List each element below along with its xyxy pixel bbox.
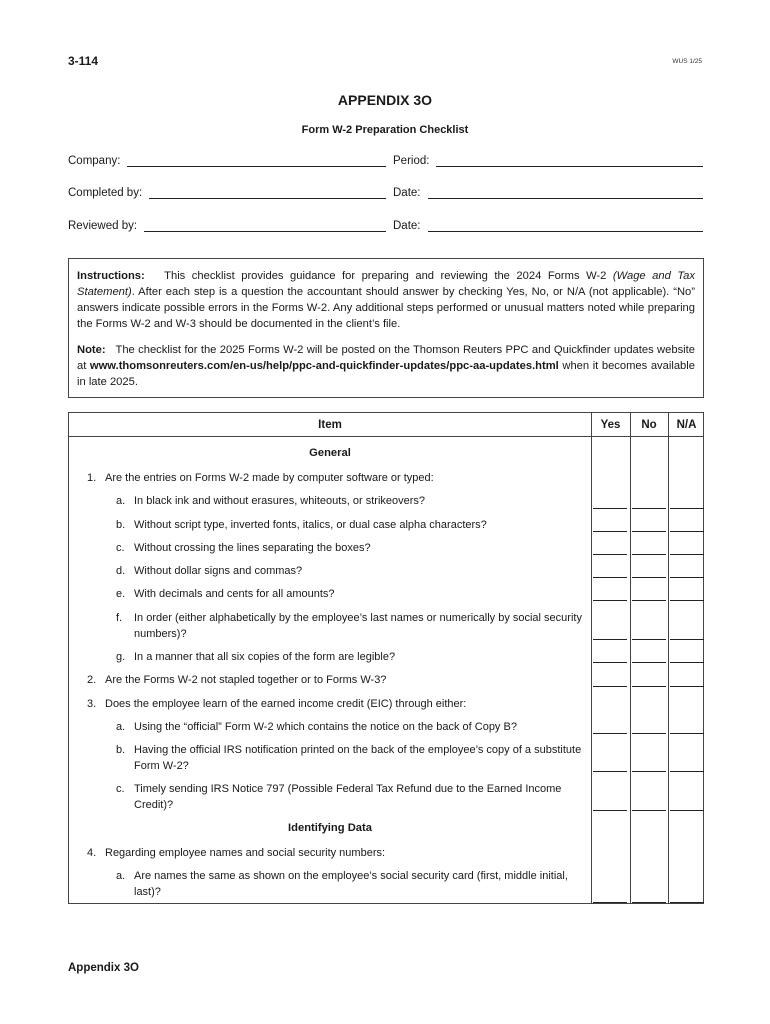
answer-blank-na[interactable]: [670, 508, 704, 509]
reviewed-by-label: Reviewed by:: [68, 220, 138, 232]
item-number: 2.: [87, 674, 97, 686]
answer-blank-no[interactable]: [632, 577, 666, 578]
item-text: Using the “official” Form W-2 which contains the notice on the back of Copy B?: [134, 721, 517, 733]
item-number: 3.: [87, 698, 97, 710]
page-number: 3-114: [68, 54, 99, 68]
instructions-paragraph: [77, 268, 695, 332]
item-text: With decimals and cents for all amounts?: [134, 588, 335, 600]
answer-blank-no[interactable]: [632, 554, 666, 555]
checklist-table: [68, 412, 704, 904]
answer-blank-yes[interactable]: [593, 577, 627, 578]
date-label-2: Date:: [393, 220, 421, 232]
answer-blank-yes[interactable]: [593, 686, 627, 687]
answer-blank-no[interactable]: [632, 600, 666, 601]
date-field-2[interactable]: [393, 219, 703, 232]
period-line[interactable]: [436, 154, 703, 167]
instructions-text-b: . After each step is a question the accountant should answer by checking Yes, No, or N/A (not applicable). “No” answers indicate possible errors in the Forms W-2. Any additional steps performed or unusual matters noted while preparing the Forms W-2 and W-3 should be documented in the client’s file.: [77, 286, 695, 330]
column-divider-na: [668, 413, 669, 903]
period-label: Period:: [393, 155, 430, 167]
column-header-no: No: [641, 419, 657, 431]
answer-blank-na[interactable]: [670, 577, 704, 578]
section-heading-identifying-data: Identifying Data: [288, 822, 372, 834]
answer-blank-yes[interactable]: [593, 639, 627, 640]
item-text: In a manner that all six copies of the form are legible?: [134, 651, 396, 663]
item-letter: a.: [116, 870, 126, 882]
form-title: Form W-2 Preparation Checklist: [301, 124, 469, 136]
period-field[interactable]: [393, 154, 703, 167]
reviewed-by-field[interactable]: [68, 219, 386, 232]
answer-blank-no[interactable]: [632, 531, 666, 532]
answer-blank-no[interactable]: [632, 810, 666, 811]
answer-blank-na[interactable]: [670, 771, 704, 772]
completed-by-field[interactable]: [68, 186, 386, 199]
answer-blank-yes[interactable]: [593, 531, 627, 532]
answer-blank-no[interactable]: [632, 686, 666, 687]
answer-blank-no[interactable]: [632, 662, 666, 663]
item-letter: b.: [116, 744, 126, 756]
instructions-text-italic: (Wage and Tax Statement): [77, 270, 695, 298]
answer-blank-yes[interactable]: [593, 810, 627, 811]
date-line-2[interactable]: [428, 219, 704, 232]
answer-blank-na[interactable]: [670, 600, 704, 601]
answer-blank-na[interactable]: [670, 531, 704, 532]
column-divider-no: [630, 413, 631, 903]
date-field-1[interactable]: [393, 186, 703, 199]
note-text-b: when it becomes available in late 2025.: [77, 360, 695, 388]
item-letter: c.: [116, 542, 125, 554]
item-text: Without script type, inverted fonts, italics, or dual case alpha characters?: [134, 519, 487, 531]
instructions-heading: Instructions:: [77, 270, 145, 282]
appendix-title: APPENDIX 3O: [337, 92, 433, 108]
item-letter: b.: [116, 519, 126, 531]
answer-blank-yes[interactable]: [593, 662, 627, 663]
column-divider-yes: [591, 413, 592, 903]
answer-blank-yes[interactable]: [593, 771, 627, 772]
company-label: Company:: [68, 155, 121, 167]
answer-blank-no[interactable]: [632, 508, 666, 509]
item-text: In order (either alphabetically by the employee’s last names or numerically by social security numbers)?: [134, 612, 582, 640]
item-letter: g.: [116, 651, 126, 663]
answer-blank-yes[interactable]: [593, 508, 627, 509]
instructions-text-a: This checklist provides guidance for preparing and reviewing the 2024 Forms W-2: [164, 270, 613, 282]
item-letter: c.: [116, 783, 125, 795]
column-header-yes: Yes: [600, 419, 621, 431]
item-text: Does the employee learn of the earned income credit (EIC) through either:: [105, 698, 467, 710]
item-text: Are names the same as shown on the employee’s social security card (first, middle initial, last)?: [134, 870, 568, 898]
answer-blank-no[interactable]: [632, 771, 666, 772]
item-number: 1.: [87, 472, 97, 484]
answer-blank-no[interactable]: [632, 639, 666, 640]
item-text: In black ink and without erasures, whiteouts, or strikeovers?: [134, 495, 426, 507]
item-letter: d.: [116, 565, 126, 577]
item-text: Timely sending IRS Notice 797 (Possible Federal Tax Refund due to the Earned Income Credit)?: [134, 783, 562, 811]
note-text-a: The checklist for the 2025 Forms W-2 will be posted on the Thomson Reuters PPC and Quickfinder updates website at: [77, 344, 695, 372]
item-text: Are the Forms W-2 not stapled together or to Forms W-3?: [105, 674, 387, 686]
item-letter: a.: [116, 495, 126, 507]
answer-blank-no[interactable]: [632, 902, 666, 903]
date-line-1[interactable]: [428, 186, 704, 199]
item-text: Without dollar signs and commas?: [134, 565, 303, 577]
answer-blank-na[interactable]: [670, 686, 704, 687]
answer-blank-yes[interactable]: [593, 733, 627, 734]
answer-blank-yes[interactable]: [593, 600, 627, 601]
note-heading: Note:: [77, 344, 106, 356]
item-text: Having the official IRS notification printed on the back of the employee’s copy of a substitute Form W-2?: [134, 744, 582, 772]
reviewed-by-line[interactable]: [144, 219, 386, 232]
item-letter: e.: [116, 588, 126, 600]
answer-blank-na[interactable]: [670, 902, 704, 903]
company-field[interactable]: [68, 154, 386, 167]
answer-blank-yes[interactable]: [593, 902, 627, 903]
date-label-1: Date:: [393, 187, 421, 199]
item-letter: f.: [116, 612, 123, 624]
completed-by-label: Completed by:: [68, 187, 143, 199]
item-text: Regarding employee names and social security numbers:: [105, 847, 386, 859]
note-url: www.thomsonreuters.com/en-us/help/ppc-and-quickfinder-updates/ppc-aa-updates.html: [89, 360, 559, 372]
item-letter: a.: [116, 721, 126, 733]
item-text: Without crossing the lines separating the boxes?: [134, 542, 371, 554]
instructions-box: [68, 258, 704, 398]
answer-blank-na[interactable]: [670, 662, 704, 663]
completed-by-line[interactable]: [149, 186, 386, 199]
answer-blank-na[interactable]: [670, 639, 704, 640]
company-line[interactable]: [127, 154, 386, 167]
footer-label: Appendix 3O: [68, 962, 139, 974]
answer-blank-no[interactable]: [632, 733, 666, 734]
column-header-na: N/A: [676, 419, 697, 431]
answer-blank-yes[interactable]: [593, 554, 627, 555]
section-heading-general: General: [309, 447, 351, 459]
item-text: Are the entries on Forms W-2 made by computer software or typed:: [105, 472, 434, 484]
answer-blank-na[interactable]: [670, 810, 704, 811]
note-paragraph: [77, 342, 695, 390]
item-number: 4.: [87, 847, 97, 859]
column-header-item: Item: [318, 419, 342, 431]
revision-code: WUS 1/25: [672, 58, 702, 65]
answer-blank-na[interactable]: [670, 554, 704, 555]
answer-blank-na[interactable]: [670, 733, 704, 734]
